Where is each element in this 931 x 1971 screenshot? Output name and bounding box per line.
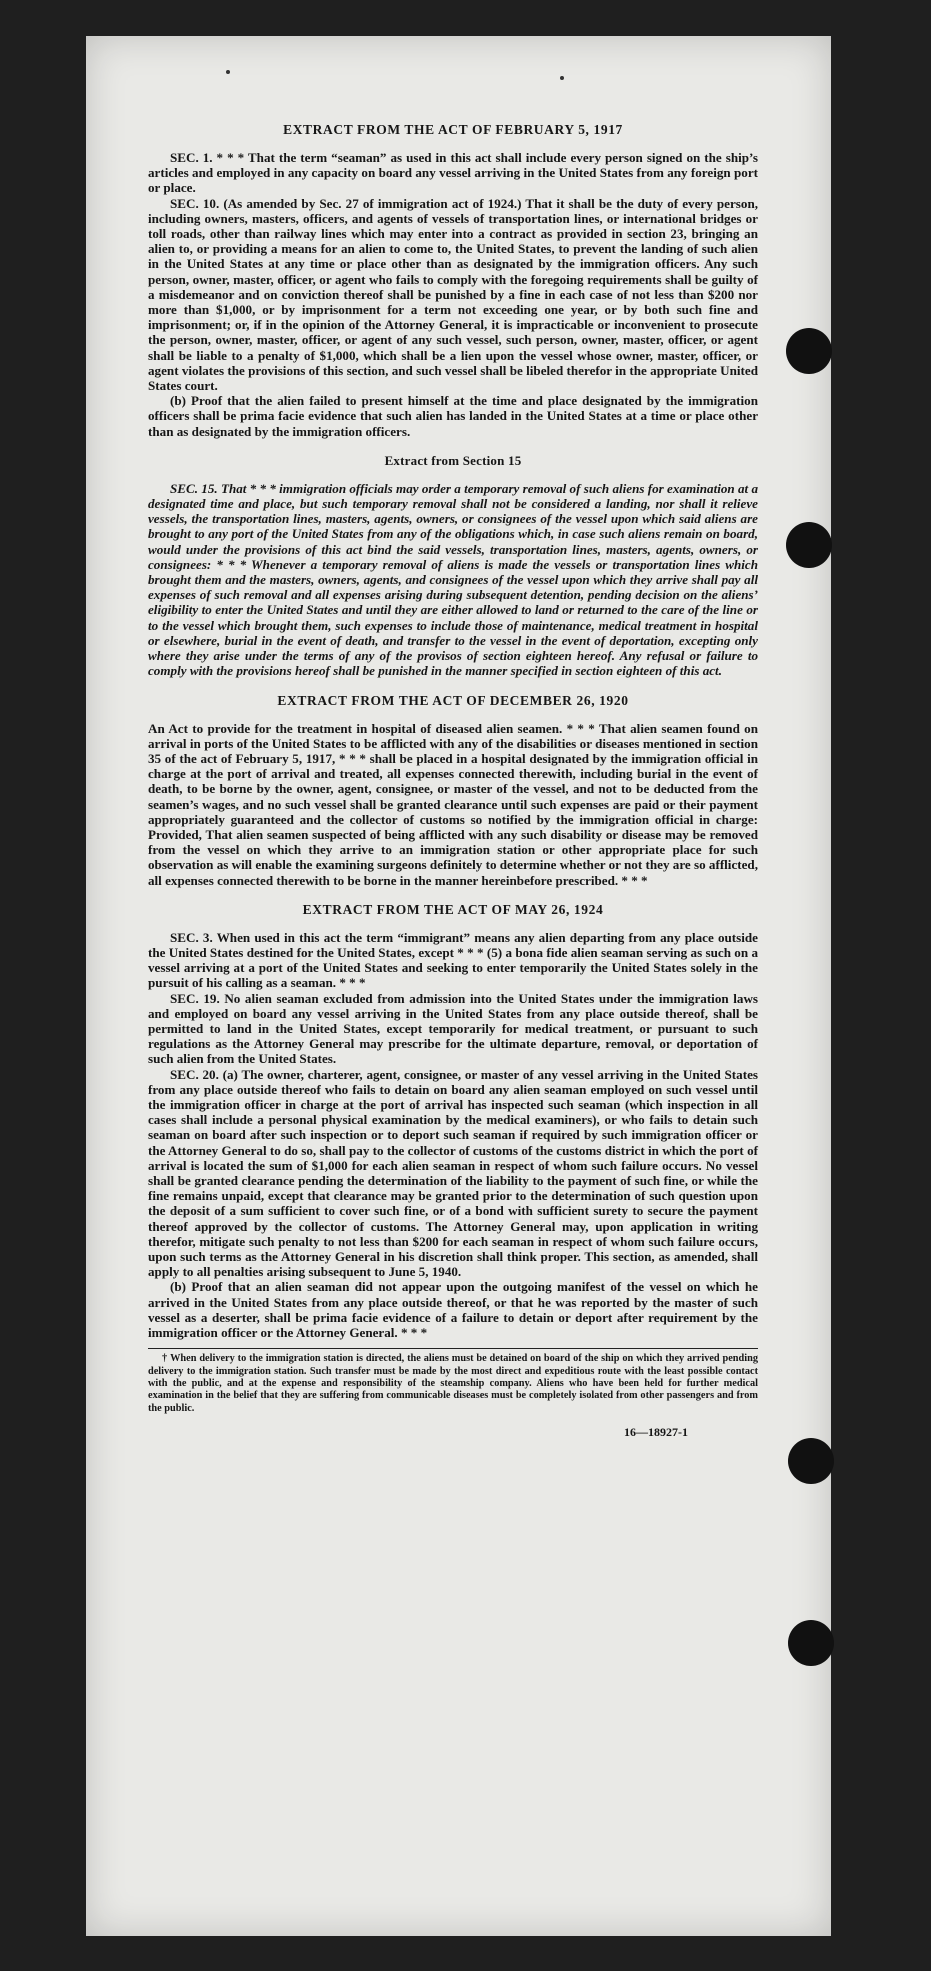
footnote-text: † When delivery to the immigration station is directed, the aliens must be detained on board of the ship on which they arrived pending delivery to the immigration station. Such transfer must be made by the most direct and expeditious route with the least possible contact with the public, and at the expense and responsibility of the steamship company. Aliens who have been held for further medical examination in the belief that they are suffering from communicable diseases must be completely isolated from other passengers and from the public. [148,1353,758,1414]
form-code: 16—18927-1 [624,1425,688,1440]
paragraph-sec-20-b: (b) Proof that an alien seaman did not appear upon the outgoing manifest of the vessel on which he arrived in the United States from any place outside thereof, or that he was reported by the master of such vessel as a deserter, shall be prima facie evidence of a failure to detain or deport after requirement by the immigration officer or the Attorney General. * * * [148,1279,758,1341]
paragraph-sec-10: SEC. 10. (As amended by Sec. 27 of immigration act of 1924.) That it shall be the duty of every person, including owners, masters, officers, and agents of vessels of transportation lines, or international bridges or toll roads, other than railway lines which may enter into a contract as provided in section 23, bringing an alien to, or providing a means for an alien to come to, the United States, to prevent the landing of such alien in the United States at any time or place other than as designated by the immigration officers. Any such person, owner, master, officer, or agent who fails to comply with the foregoing requirements shall be guilty of a misdemeanor and on conviction thereof shall be punished by a fine in each case of not less than $200 nor more than $1,000, or by imprisonment for a term not exceeding one year, or by both such fine and imprisonment; or, if in the opinion of the Attorney General, it is impracticable or inconvenient to prosecute the person, owner, master, officer, or agent of any such vessel, such person, owner, master, officer, or agent shall be liable to a penalty of $1,000, which shall be a lien upon the vessel whose owner, master, officer, or agent violates the provisions of this section, and such vessel shall be libeled therefor in the appropriate United States court. [148,195,758,394]
paragraph-sec-20-a: SEC. 20. (a) The owner, charterer, agent, consignee, or master of any vessel arriving in the United States from any place outside thereof who fails to detain on board any alien seaman employed on such vessel until the immigration officer in charge at the port of arrival has inspected such seaman (which inspection in all cases shall include a personal physical examination by the medical examiners), or who fails to detain such seaman on board after such inspection or to deport such seaman if required by such immigration officer or the Attorney General to do so, shall pay to the collector of customs of the customs district in which the port of arrival is located the sum of $1,000 for each alien seaman in respect of whom such failure occurs. No vessel shall be granted clearance pending the determination of the liability to the payment of such fine, or while the fine remains unpaid, except that clearance may be granted prior to the determination of such question upon the deposit of a sum sufficient to cover such fine, or of a bond with sufficient surety to secure the payment thereof approved by the collector of customs. The Attorney General may, upon application in writing therefor, mitigate such penalty to not less than $200 for each seaman in respect of whom such failure occurs, upon such terms as the Attorney General in his discretion shall think proper. This section, as amended, shall apply to all penalties arising subsequent to June 5, 1940. [148,1066,758,1280]
section-heading-may-1924: EXTRACT FROM THE ACT OF MAY 26, 1924 [302,901,604,917]
document-body [148,122,758,1440]
punch-hole [788,1620,834,1666]
paragraph-sec-10-b: (b) Proof that the alien failed to present himself at the time and place designated by the immigration officers shall be prima facie evidence that such alien has landed in the United States at a time or place other than as designated by the immigration officers. [148,393,758,439]
paragraph-sec-19: SEC. 19. No alien seaman excluded from admission into the United States under the immigration laws and employed on board any vessel arriving in the United States from any place outside thereof, shall be permitted to land in the United States, except temporarily for medical treatment, or pursuant to such regulations as the Attorney General may prescribe for the ultimate departure, removal, or deportation of such alien from the United States. [148,990,758,1067]
section-heading-section-15: Extract from Section 15 [384,452,522,468]
speck [560,76,564,80]
section-heading-dec-1920: EXTRACT FROM THE ACT OF DECEMBER 26, 1920 [277,692,629,708]
document-page [86,36,831,1936]
paragraph-sec-3: SEC. 3. When used in this act the term “immigrant” means any alien departing from any place outside the United States destined for the United States, except * * * (5) a bona fide alien seaman serving as such on a vessel arriving at a port of the United States and seeking to enter temporarily the United States solely in the pursuit of his calling as a seaman. * * * [148,929,758,991]
punch-hole [786,522,832,568]
punch-hole [786,328,832,374]
paragraph-sec-15: SEC. 15. That * * * immigration officials may order a temporary removal of such aliens for examination at a designated time and place, but such temporary removal shall not be considered a landing, nor shall it relieve vessels, the transportation lines, masters, agents, owners, or consignees of the vessel upon which said aliens are brought to any port of the United States from any of the obligations which, in case such aliens remain on board, would under the provisions of this act bind the said vessels, transportation lines, masters, agents, owners, or consignees: * * * Whenever a temporary removal of aliens is made the vessels or transportation lines which brought them and the masters, owners, agents, and consignees of the vessel upon which they arrive shall pay all expenses of such removal and all expenses arising during subsequent detention, pending decision on the aliens’ eligibility to enter the United States and until they are either allowed to land or returned to the care of the line or to the vessel which brought them, such expenses to include those of maintenance, medical treatment in hospital or elsewhere, burial in the event of death, and transfer to the vessel in the event of deportation, excepting only where they arise under the terms of any of the provisos of section eighteen hereof. Any refusal or failure to comply with the provisions hereof shall be punished in the manner specified in section eighteen of this act. [148,480,758,679]
paragraph-sec-1: SEC. 1. * * * That the term “seaman” as used in this act shall include every person signed on the ship’s articles and employed in any capacity on board any vessel arriving in the United States from any foreign port or place. [148,150,758,196]
footnote-divider [148,1348,758,1349]
speck [226,70,230,74]
punch-hole [788,1438,834,1484]
footnote [148,1353,758,1415]
paragraph-act-1920: An Act to provide for the treatment in hospital of diseased alien seamen. * * * That alien seamen found on arrival in ports of the United States to be afflicted with any of the disabilities or diseases mentioned in section 35 of the act of February 5, 1917, * * * shall be placed in a hospital designated by the immigration official in charge at the port of arrival and treated, all expenses connected therewith, including burial in the event of death, to be borne by the owner, agent, consignee, or master of the vessel, and not to be deducted from the seamen’s wages, and no such vessel shall be granted clearance until such expenses are paid or their payment appropriately guaranteed and the collector of customs so notified by the immigration official in charge: Provided, That alien seamen suspected of being afflicted with any such disability or disease may be removed from the vessel on which they arrive to an immigration station or other appropriate place for such observation as will enable the examining surgeons definitely to determine whether or not they are so afflicted, all expenses connected therewith to be borne in the manner hereinbefore prescribed. * * * [148,720,758,888]
section-heading-feb-1917: EXTRACT FROM THE ACT OF FEBRUARY 5, 1917 [283,122,623,137]
